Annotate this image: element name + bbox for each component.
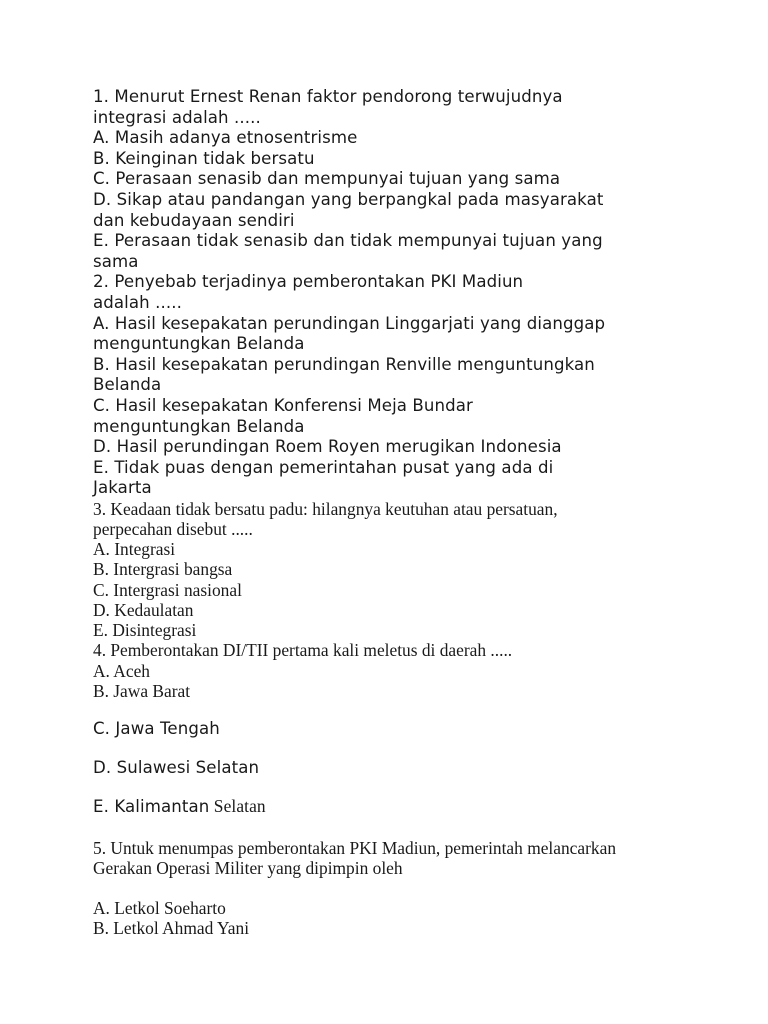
question-4-option-e-part-2: Selatan [209, 796, 266, 817]
question-1-option-d-line-1: D. Sikap atau pandangan yang berpangkal pada masyarakat [93, 189, 604, 209]
question-2-option-b-line-2: Belanda [93, 375, 162, 395]
question-4-option-d: D. Sulawesi Selatan [93, 757, 260, 777]
question-1-option-b: B. Keinginan tidak bersatu [93, 148, 315, 168]
question-4-stem: 4. Pemberontakan DI/TII pertama kali meletus di daerah ..... [93, 640, 513, 661]
question-1-option-a: A. Masih adanya etnosentrisme [93, 128, 358, 148]
question-2-option-c-line-2: menguntungkan Belanda [93, 416, 305, 436]
question-3-stem-line-2: perpecahan disebut ..... [93, 519, 253, 540]
question-5-option-b: B. Letkol Ahmad Yani [93, 918, 250, 939]
question-4-option-e [93, 796, 683, 818]
question-4-option-a: A. Aceh [93, 660, 150, 681]
question-1-stem-line-2: integrasi adalah ..... [93, 107, 261, 127]
question-2-option-c-line-1: C. Hasil kesepakatan Konferensi Meja Bundar [93, 395, 473, 415]
question-4-option-c: C. Jawa Tengah [93, 718, 220, 738]
question-1-option-c: C. Perasaan senasib dan mempunyai tujuan yang sama [93, 169, 561, 189]
document-page [93, 87, 683, 939]
question-5 [93, 838, 683, 939]
question-5-stem-line-2: Gerakan Operasi Militer yang dipimpin oleh [93, 857, 403, 878]
question-2-option-e-line-2: Jakarta [93, 478, 152, 498]
question-4-option-e-part-1: E. Kalimantan [93, 797, 210, 817]
question-2-stem-line-1: 2. Penyebab terjadinya pemberontakan PKI Madiun [93, 272, 524, 292]
question-3 [93, 499, 683, 640]
question-2-option-a-line-1: A. Hasil kesepakatan perundingan Linggarjati yang dianggap [93, 313, 606, 333]
question-4-option-b: B. Jawa Barat [93, 680, 191, 701]
question-3-stem-line-1: 3. Keadaan tidak bersatu padu: hilangnya keutuhan atau persatuan, [93, 498, 558, 519]
question-1-option-d-line-2: dan kebudayaan sendiri [93, 210, 295, 230]
question-2 [93, 272, 683, 499]
question-3-option-b: B. Intergrasi bangsa [93, 559, 233, 580]
question-3-option-e: E. Disintegrasi [93, 620, 197, 641]
question-2-stem-line-2: adalah ..... [93, 292, 183, 312]
question-1-option-e-line-2: sama [93, 251, 139, 271]
question-4 [93, 640, 683, 817]
question-1-stem-line-1: 1. Menurut Ernest Renan faktor pendorong terwujudnya [93, 87, 563, 106]
question-2-option-b-line-1: B. Hasil kesepakatan perundingan Renville menguntungkan [93, 354, 595, 374]
question-3-option-c: C. Intergrasi nasional [93, 579, 242, 600]
question-2-option-e-line-1: E. Tidak puas dengan pemerintahan pusat yang ada di [93, 457, 554, 477]
question-3-option-d: D. Kedaulatan [93, 599, 194, 620]
question-5-option-a: A. Letkol Soeharto [93, 898, 226, 919]
question-1 [93, 87, 683, 272]
question-5-stem-line-1: 5. Untuk menumpas pemberontakan PKI Madiun, pemerintah melancarkan [93, 837, 617, 858]
question-2-option-d: D. Hasil perundingan Roem Royen merugikan Indonesia [93, 437, 562, 457]
question-2-option-a-line-2: menguntungkan Belanda [93, 334, 305, 354]
question-3-option-a: A. Integrasi [93, 539, 176, 560]
question-1-option-e-line-1: E. Perasaan tidak senasib dan tidak mempunyai tujuan yang [93, 231, 603, 251]
